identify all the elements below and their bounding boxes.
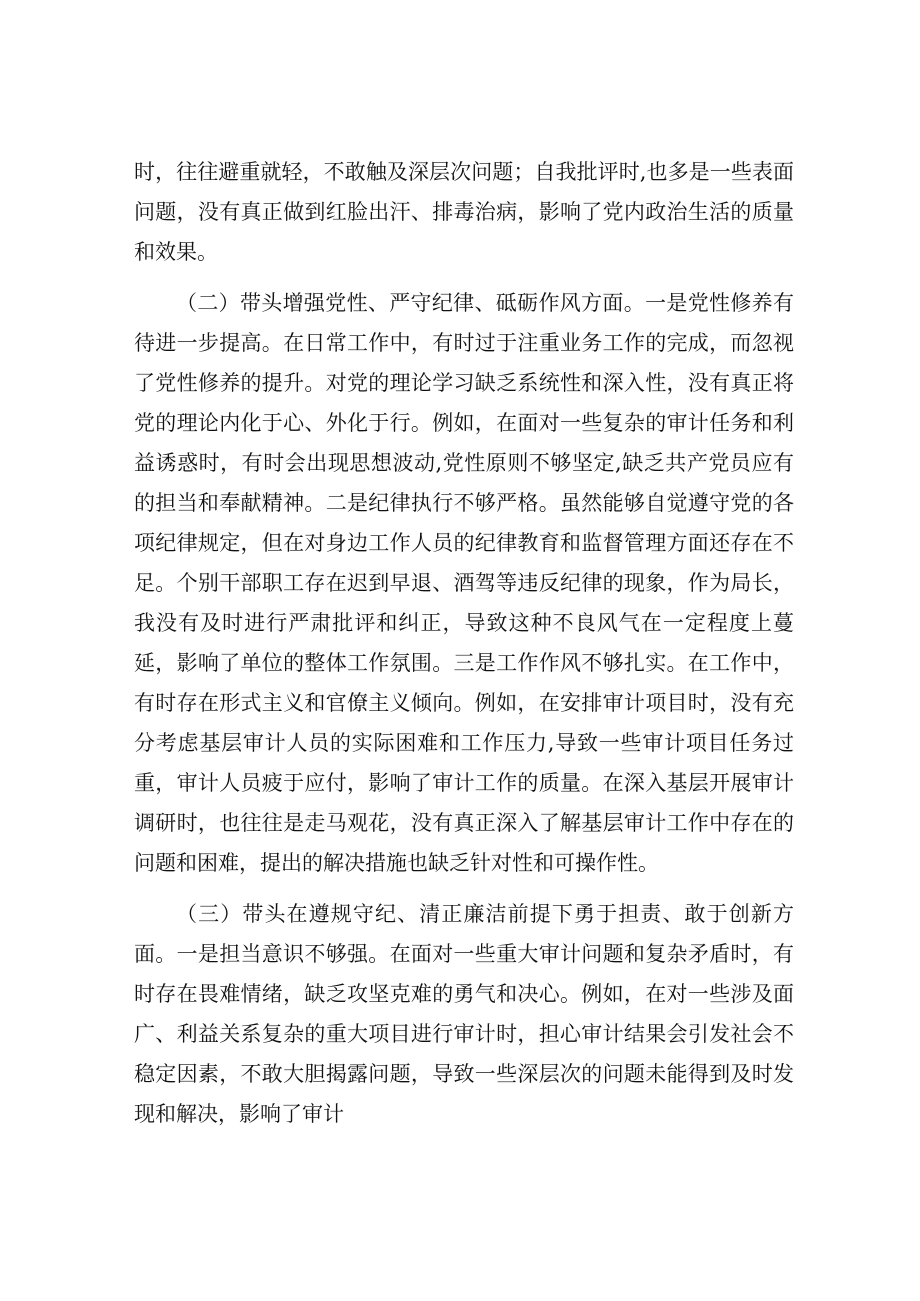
paragraph-section-two: （二）带头增强党性、严守纪律、砥砺作风方面。一是党性修养有待进一步提高。在日常工作中，有时过于注重业务工作的完成，而忽视了党性修养的提升。对党的理论学习缺乏系统性和深入性，没有真正将党的理论内化于心、外化于行。例如，在面对一些复杂的审计任务和利益诱惑时，有时会出现思想波动,党性原则不够坚定,缺乏共产党员应有的担当和奉献精神。二是纪律执行不够严格。虽然能够自觉遵守党的各项纪律规定，但在对身边工作人员的纪律教育和监督管理方面还存在不足。个别干部职工存在迟到早退、酒驾等违反纪律的现象，作为局长，我没有及时进行严肃批评和纠正，导致这种不良风气在一定程度上蔓延，影响了单位的整体工作氛围。三是工作作风不够扎实。在工作中，有时存在形式主义和官僚主义倾向。例如，在安排审计项目时，没有充分考虑基层审计人员的实际困难和工作压力,导致一些审计项目任务过重，审计人员疲于应付，影响了审计工作的质量。在深入基层开展审计调研时，也往往是走马观花，没有真正深入了解基层审计工作中存在的问题和困难，提出的解决措施也缺乏针对性和可操作性。 [134, 291, 794, 875]
document-body [134, 152, 794, 1134]
paragraph-section-three: （三）带头在遵规守纪、清正廉洁前提下勇于担责、敢于创新方面。一是担当意识不够强。在面对一些重大审计问题和复杂矛盾时，有时存在畏难情绪，缺乏攻坚克难的勇气和决心。例如，在对一些涉及面广、利益关系复杂的重大项目进行审计时，担心审计结果会引发社会不稳定因素，不敢大胆揭露问题，导致一些深层次的问题未能得到及时发现和解决，影响了审计 [134, 902, 794, 1126]
paragraph-continuation: 时，往往避重就轻，不敢触及深层次问题；自我批评时,也多是一些表面问题，没有真正做到红脸出汗、排毒治病，影响了党内政治生活的质量和效果。 [134, 160, 794, 264]
